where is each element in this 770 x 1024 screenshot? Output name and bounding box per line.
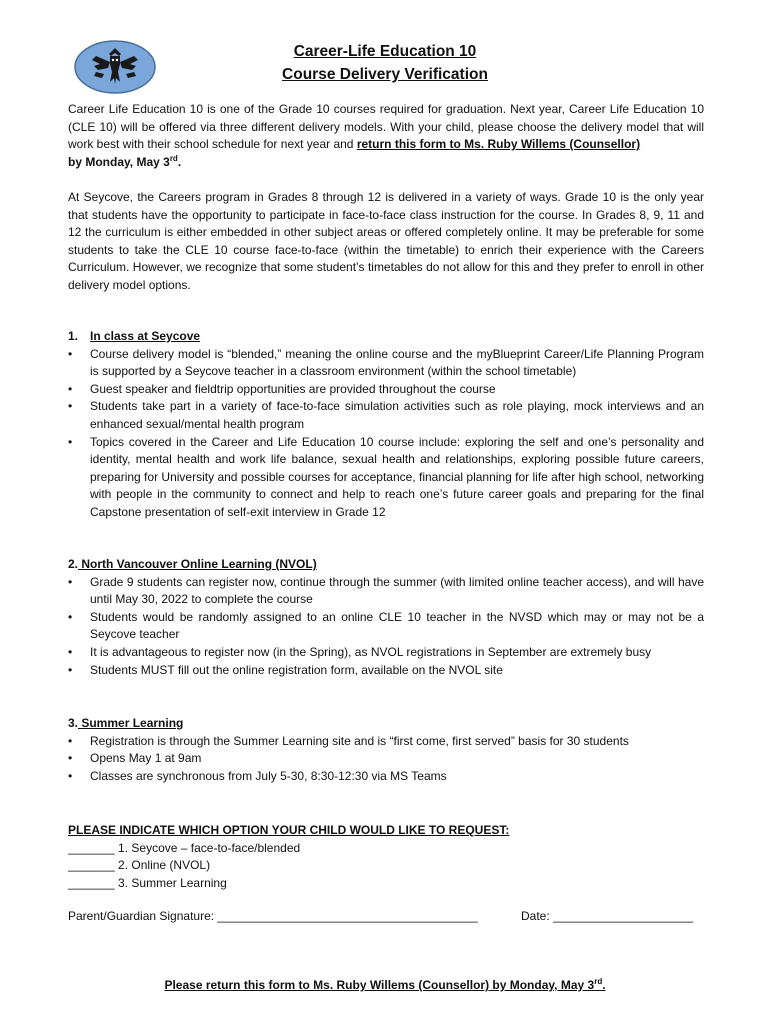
list-item-text: It is advantageous to register now (in the Spring), as NVOL registrations in September are extremely busy	[90, 644, 652, 659]
list-item-text: Classes are synchronous from July 5-30, 8:30-12:30 via MS Teams	[90, 768, 447, 783]
option-section-in-class	[68, 328, 704, 522]
bullet-icon: •	[68, 751, 73, 766]
section-label: North Vancouver Online Learning (NVOL)	[78, 557, 317, 571]
request-heading: PLEASE INDICATE WHICH OPTION YOUR CHILD WOULD LIKE TO REQUEST:	[68, 823, 510, 837]
list-item-text: Students MUST fill out the online registration form, available on the NVOL site	[90, 662, 503, 677]
footer-period: .	[602, 978, 606, 992]
list-item	[68, 662, 704, 680]
list-item	[68, 768, 704, 786]
section-label: Summer Learning	[78, 716, 184, 730]
section-label: In class at Seycove	[90, 329, 201, 343]
title-block	[250, 40, 520, 86]
section-heading	[68, 715, 704, 733]
list-item-text: Students would be randomly assigned to an online CLE 10 teacher in the NVSD which may or may not be a Seycove teacher	[90, 609, 704, 642]
document-title: Career-Life Education 10	[293, 43, 477, 60]
option-online-line[interactable]: _______ 2. Online (NVOL)	[68, 858, 211, 873]
bullet-list	[68, 733, 704, 786]
list-item	[68, 381, 704, 399]
bullet-icon: •	[68, 381, 73, 396]
bullet-icon: •	[68, 574, 73, 589]
bullet-icon: •	[68, 399, 73, 414]
section-heading	[68, 328, 704, 346]
footer-superscript: rd	[594, 977, 603, 986]
bullet-icon: •	[68, 662, 73, 677]
footer-text: Please return this form to Ms. Ruby Willems (Counsellor) by Monday, May 3	[164, 978, 595, 992]
request-form	[68, 822, 704, 892]
footer-instruction	[0, 978, 770, 992]
option-seycove-line[interactable]: _______ 1. Seycove – face-to-face/blended	[68, 840, 301, 855]
list-item	[68, 434, 704, 522]
list-item-text: Students take part in a variety of face-to-face simulation activities such as role playing, mock interviews and an enhanced sexual/mental health program	[90, 399, 704, 431]
bullet-icon: •	[68, 644, 73, 659]
list-item-text: Grade 9 students can register now, continue through the summer (with limited online teacher access), and will have until May 30, 2022 to complete the course	[90, 574, 704, 607]
date-field[interactable]: Date: _____________________	[521, 909, 694, 923]
bullet-icon: •	[68, 733, 73, 748]
option-summer-line[interactable]: _______ 3. Summer Learning	[68, 875, 227, 890]
section-number: 1.	[68, 329, 79, 343]
deadline-text	[68, 155, 181, 169]
deadline-superscript: rd	[169, 153, 178, 163]
school-crest-logo	[74, 40, 156, 94]
bullet-list	[68, 346, 704, 522]
document-subtitle: Course Delivery Verification	[282, 66, 488, 83]
intro-text: Career Life Education 10 is one of the Grade 10 courses required for graduation. Next year, Career Life Education 10 (CLE 10) will be offered via three different delivery models. With your child, please choose the delivery model that will work best with their school schedule for next year and	[68, 102, 704, 152]
intro-paragraph	[68, 101, 704, 171]
list-item	[68, 750, 704, 768]
bullet-icon: •	[68, 346, 73, 361]
option-section-summer	[68, 715, 704, 785]
signature-field[interactable]: Parent/Guardian Signature: _______________________________________	[68, 909, 478, 923]
deadline-period: .	[177, 154, 182, 169]
section-number: 2.	[68, 557, 79, 571]
list-item	[68, 733, 704, 751]
bullet-icon: •	[68, 768, 73, 783]
section-heading	[68, 556, 704, 574]
list-item	[68, 398, 704, 433]
bullet-list	[68, 574, 704, 680]
careers-paragraph: At Seycove, the Careers program in Grades 8 through 12 is delivered in a variety of ways. Grade 10 is the only year that students have the opportunity to participate in face-to-face class instruction for the course. In Grades 8, 9, 11 and 12 the curriculum is either embedded in other subject areas or offered completely online. It may be preferable for some students to take the CLE 10 course face-to-face (within the timetable) to enrich their experience with the Careers Curriculum. However, we recognize that some student’s timetables do not allow for this and they prefer to enroll in other delivery model options.	[68, 190, 704, 292]
list-item-text: Opens May 1 at 9am	[90, 751, 202, 766]
list-item	[68, 346, 704, 381]
list-item-text: Course delivery model is “blended,” meaning the online course and the myBlueprint Career/Life Planning Program is supported by a Seycove teacher in a classroom environment (within the school timetable)	[90, 346, 704, 379]
deadline-date: by Monday, May 3	[68, 154, 170, 169]
list-item-text: Guest speaker and fieldtrip opportunities are provided throughout the course	[90, 381, 496, 396]
list-item	[68, 644, 704, 662]
list-item-text: Registration is through the Summer Learning site and is “first come, first served” basis for 30 students	[90, 733, 629, 748]
return-instruction: return this form to Ms. Ruby Willems (Counsellor)	[356, 137, 641, 152]
list-item-text: Topics covered in the Career and Life Education 10 course include: exploring the self and one’s personality and identity, mental health and work life balance, sexual health and relationships, exploring possible future careers, preparing for University and possible courses for acceptance, financial planning for life after high school, networking with people in the community to connect and help to reach one’s future career goals and preparing for the final Capstone presentation of self-exit interview in Grade 12	[90, 434, 704, 519]
list-item	[68, 574, 704, 609]
section-number: 3.	[68, 716, 79, 730]
bullet-icon: •	[68, 609, 73, 624]
bullet-icon: •	[68, 434, 73, 449]
list-item	[68, 609, 704, 644]
option-section-online	[68, 556, 704, 679]
